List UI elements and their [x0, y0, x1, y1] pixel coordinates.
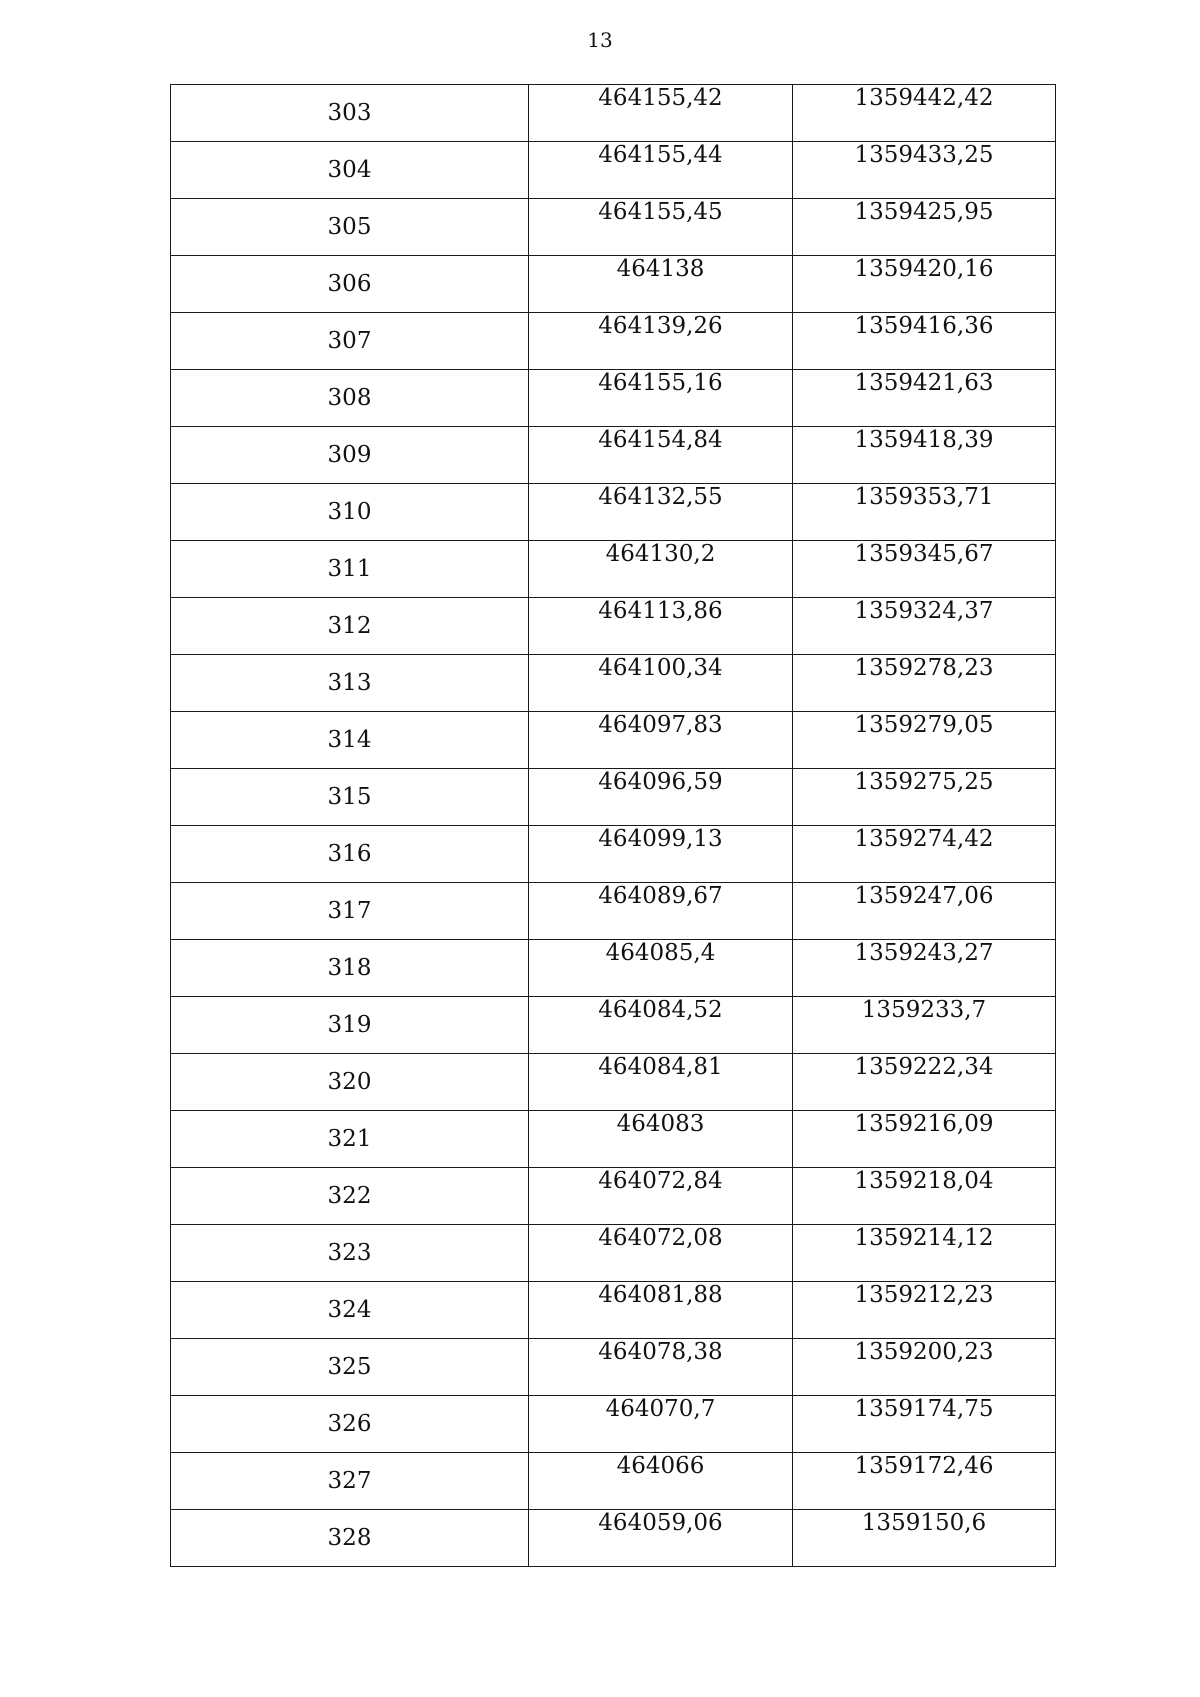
- table-row: [171, 427, 1056, 484]
- x-coordinate-cell: 464066: [529, 1453, 793, 1510]
- y-coordinate-cell: 1359247,06: [793, 883, 1056, 940]
- x-coordinate-cell: 464155,45: [529, 199, 793, 256]
- point-number-cell: 304: [171, 142, 529, 199]
- y-coordinate-cell: 1359425,95: [793, 199, 1056, 256]
- x-coordinate-cell: 464099,13: [529, 826, 793, 883]
- x-coordinate-cell: 464154,84: [529, 427, 793, 484]
- point-number-cell: 319: [171, 997, 529, 1054]
- x-coordinate-cell: 464155,42: [529, 85, 793, 142]
- point-number-cell: 325: [171, 1339, 529, 1396]
- point-number-cell: 328: [171, 1510, 529, 1567]
- x-coordinate-cell: 464100,34: [529, 655, 793, 712]
- y-coordinate-cell: 1359279,05: [793, 712, 1056, 769]
- table-row: [171, 712, 1056, 769]
- y-coordinate-cell: 1359214,12: [793, 1225, 1056, 1282]
- table-row: [171, 313, 1056, 370]
- x-coordinate-cell: 464096,59: [529, 769, 793, 826]
- table-row: [171, 199, 1056, 256]
- point-number-cell: 308: [171, 370, 529, 427]
- y-coordinate-cell: 1359421,63: [793, 370, 1056, 427]
- table-row: [171, 1339, 1056, 1396]
- x-coordinate-cell: 464081,88: [529, 1282, 793, 1339]
- x-coordinate-cell: 464084,81: [529, 1054, 793, 1111]
- x-coordinate-cell: 464084,52: [529, 997, 793, 1054]
- y-coordinate-cell: 1359216,09: [793, 1111, 1056, 1168]
- table-row: [171, 940, 1056, 997]
- point-number-cell: 318: [171, 940, 529, 997]
- y-coordinate-cell: 1359222,34: [793, 1054, 1056, 1111]
- x-coordinate-cell: 464132,55: [529, 484, 793, 541]
- x-coordinate-cell: 464083: [529, 1111, 793, 1168]
- y-coordinate-cell: 1359442,42: [793, 85, 1056, 142]
- y-coordinate-cell: 1359200,23: [793, 1339, 1056, 1396]
- table-row: [171, 1111, 1056, 1168]
- point-number-cell: 315: [171, 769, 529, 826]
- y-coordinate-cell: 1359274,42: [793, 826, 1056, 883]
- x-coordinate-cell: 464072,84: [529, 1168, 793, 1225]
- point-number-cell: 321: [171, 1111, 529, 1168]
- point-number-cell: 305: [171, 199, 529, 256]
- table-row: [171, 256, 1056, 313]
- y-coordinate-cell: 1359172,46: [793, 1453, 1056, 1510]
- point-number-cell: 303: [171, 85, 529, 142]
- point-number-cell: 313: [171, 655, 529, 712]
- table-row: [171, 655, 1056, 712]
- x-coordinate-cell: 464072,08: [529, 1225, 793, 1282]
- x-coordinate-cell: 464139,26: [529, 313, 793, 370]
- x-coordinate-cell: 464089,67: [529, 883, 793, 940]
- y-coordinate-cell: 1359275,25: [793, 769, 1056, 826]
- table-row: [171, 997, 1056, 1054]
- x-coordinate-cell: 464138: [529, 256, 793, 313]
- y-coordinate-cell: 1359218,04: [793, 1168, 1056, 1225]
- table-row: [171, 1510, 1056, 1567]
- x-coordinate-cell: 464155,44: [529, 142, 793, 199]
- table-row: [171, 484, 1056, 541]
- table-row: [171, 1282, 1056, 1339]
- y-coordinate-cell: 1359174,75: [793, 1396, 1056, 1453]
- x-coordinate-cell: 464059,06: [529, 1510, 793, 1567]
- x-coordinate-cell: 464078,38: [529, 1339, 793, 1396]
- point-number-cell: 309: [171, 427, 529, 484]
- point-number-cell: 327: [171, 1453, 529, 1510]
- table-row: [171, 1054, 1056, 1111]
- coordinates-table-body: [171, 85, 1056, 1567]
- x-coordinate-cell: 464113,86: [529, 598, 793, 655]
- table-row: [171, 85, 1056, 142]
- y-coordinate-cell: 1359345,67: [793, 541, 1056, 598]
- point-number-cell: 324: [171, 1282, 529, 1339]
- x-coordinate-cell: 464070,7: [529, 1396, 793, 1453]
- y-coordinate-cell: 1359416,36: [793, 313, 1056, 370]
- table-row: [171, 142, 1056, 199]
- y-coordinate-cell: 1359420,16: [793, 256, 1056, 313]
- point-number-cell: 312: [171, 598, 529, 655]
- y-coordinate-cell: 1359324,37: [793, 598, 1056, 655]
- y-coordinate-cell: 1359150,6: [793, 1510, 1056, 1567]
- point-number-cell: 310: [171, 484, 529, 541]
- coordinates-table: [170, 84, 1056, 1567]
- point-number-cell: 306: [171, 256, 529, 313]
- point-number-cell: 316: [171, 826, 529, 883]
- y-coordinate-cell: 1359353,71: [793, 484, 1056, 541]
- table-row: [171, 769, 1056, 826]
- y-coordinate-cell: 1359212,23: [793, 1282, 1056, 1339]
- point-number-cell: 322: [171, 1168, 529, 1225]
- point-number-cell: 323: [171, 1225, 529, 1282]
- table-row: [171, 883, 1056, 940]
- x-coordinate-cell: 464085,4: [529, 940, 793, 997]
- point-number-cell: 311: [171, 541, 529, 598]
- table-row: [171, 1396, 1056, 1453]
- y-coordinate-cell: 1359433,25: [793, 142, 1056, 199]
- table-row: [171, 370, 1056, 427]
- point-number-cell: 314: [171, 712, 529, 769]
- page-number: 13: [587, 28, 613, 52]
- table-row: [171, 598, 1056, 655]
- y-coordinate-cell: 1359233,7: [793, 997, 1056, 1054]
- point-number-cell: 317: [171, 883, 529, 940]
- table-row: [171, 1168, 1056, 1225]
- point-number-cell: 307: [171, 313, 529, 370]
- table-row: [171, 541, 1056, 598]
- point-number-cell: 326: [171, 1396, 529, 1453]
- x-coordinate-cell: 464097,83: [529, 712, 793, 769]
- x-coordinate-cell: 464130,2: [529, 541, 793, 598]
- table-row: [171, 1453, 1056, 1510]
- y-coordinate-cell: 1359278,23: [793, 655, 1056, 712]
- y-coordinate-cell: 1359418,39: [793, 427, 1056, 484]
- point-number-cell: 320: [171, 1054, 529, 1111]
- x-coordinate-cell: 464155,16: [529, 370, 793, 427]
- y-coordinate-cell: 1359243,27: [793, 940, 1056, 997]
- table-row: [171, 826, 1056, 883]
- table-row: [171, 1225, 1056, 1282]
